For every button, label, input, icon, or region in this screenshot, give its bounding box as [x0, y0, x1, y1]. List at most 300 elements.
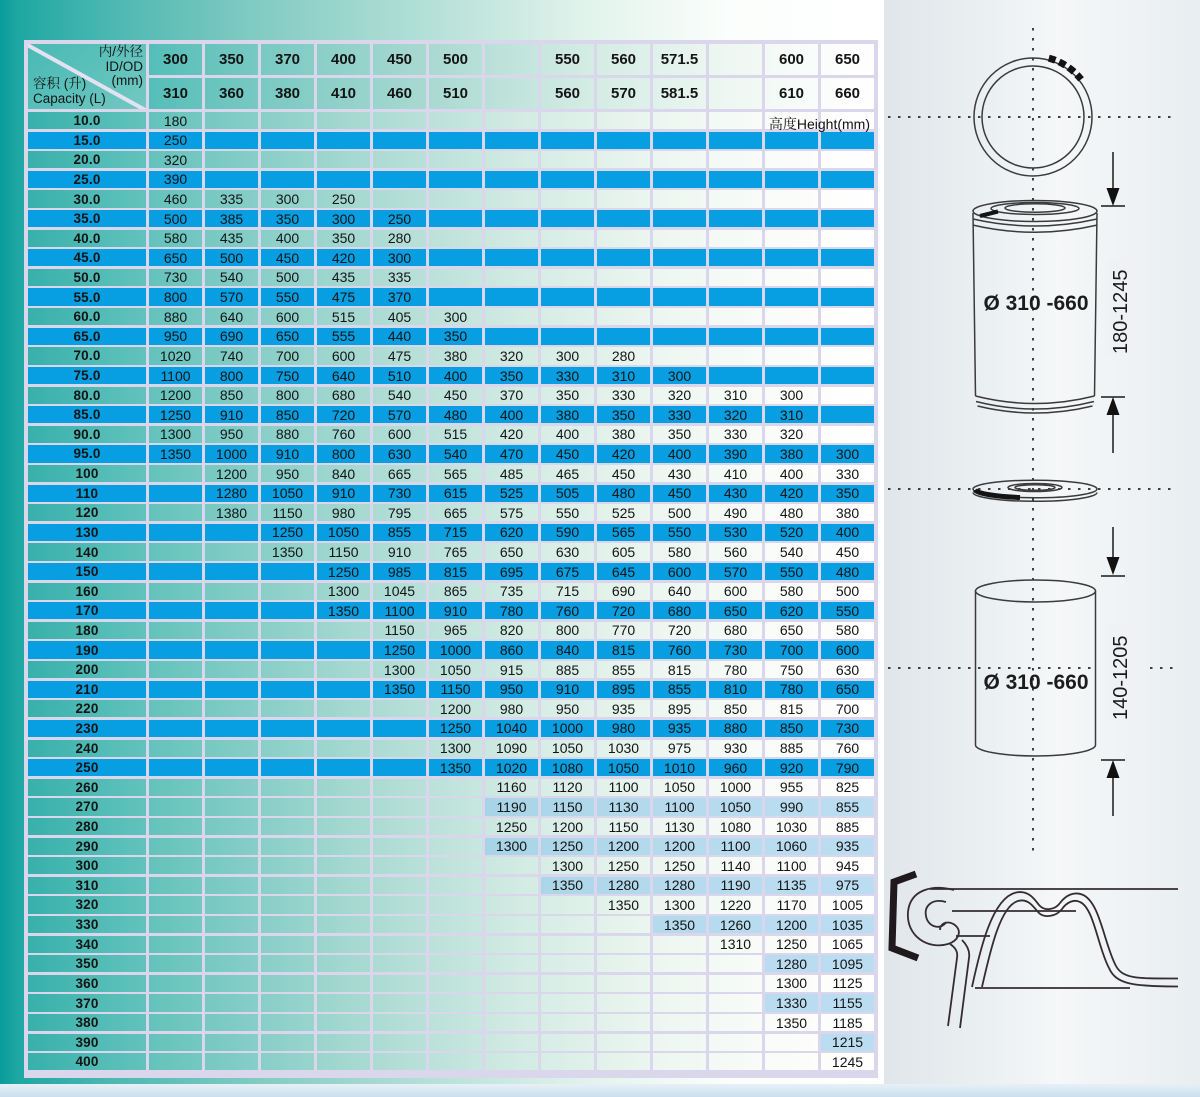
height-cell: 1100	[709, 838, 765, 855]
arrow-down-icon	[1107, 188, 1120, 206]
height-cell: 400	[261, 230, 317, 247]
height-cell	[653, 1053, 709, 1070]
col-header-id	[485, 44, 541, 75]
height-cell: 1185	[832, 1014, 863, 1031]
height-cell: 250	[317, 190, 373, 207]
height-cell: 1250	[317, 563, 373, 580]
table-row	[28, 857, 874, 874]
table-row	[28, 955, 874, 972]
height-cell: 950	[541, 700, 597, 717]
height-cell: 490	[709, 504, 765, 521]
height-cell: 550	[835, 602, 860, 619]
height-cell: 850	[709, 700, 765, 717]
height-cell: 1350	[541, 877, 597, 894]
height-cell	[485, 190, 541, 207]
height-cell	[205, 740, 261, 757]
height-cell: 550	[541, 504, 597, 521]
height-cell: 435	[317, 269, 373, 286]
height-cell	[821, 288, 874, 305]
height-cell: 855	[653, 681, 709, 698]
height-cell: 1050	[597, 759, 653, 776]
col-header-od: 380	[261, 78, 317, 109]
height-cell	[205, 975, 261, 992]
height-cell: 1300	[373, 661, 429, 678]
height-cell	[429, 288, 485, 305]
height-cell	[429, 818, 485, 835]
height-cell: 450	[541, 445, 597, 462]
height-cell	[765, 249, 821, 266]
height-cell	[541, 955, 597, 972]
height-cell: 935	[597, 700, 653, 717]
axis-dotted-lines	[888, 28, 1178, 856]
height-cell: 400	[541, 426, 597, 443]
height-cell: 735	[485, 583, 541, 600]
height-cell: 1000	[709, 779, 765, 796]
height-cell	[653, 190, 709, 207]
height-cell: 400	[429, 367, 485, 384]
height-cell: 540	[765, 543, 821, 560]
height-cell	[653, 249, 709, 266]
height-cell: 1250	[485, 818, 541, 835]
height-cell	[541, 210, 597, 227]
height-cell: 540	[429, 445, 485, 462]
capacity-cell: 10.0	[28, 112, 149, 129]
height-cell	[149, 504, 205, 521]
height-unit-note: 高度Height(mm)	[768, 116, 870, 132]
height-cell: 1350	[317, 602, 373, 619]
height-cell	[317, 936, 373, 953]
height-cell: 400	[485, 406, 541, 423]
height-cell	[709, 269, 765, 286]
height-cell	[149, 543, 205, 560]
height-cell: 600	[317, 347, 373, 364]
height-cell	[821, 190, 874, 207]
col-header-id: 450	[373, 44, 429, 75]
height-cell	[597, 151, 653, 168]
height-cell: 1280	[653, 877, 709, 894]
height-cell	[373, 916, 429, 933]
height-cell: 320	[149, 151, 205, 168]
height-cell	[821, 269, 874, 286]
height-cell: 1200	[205, 465, 261, 482]
height-cell	[653, 1014, 709, 1031]
height-cell	[709, 210, 765, 227]
height-cell	[261, 779, 317, 796]
height-cell: 650	[261, 328, 317, 345]
height-cell: 500	[261, 269, 317, 286]
height-cell	[149, 622, 205, 639]
height-cell: 1100	[765, 857, 821, 874]
height-cell	[149, 465, 205, 482]
height-cell: 450	[653, 485, 709, 502]
height-cell	[653, 1034, 709, 1051]
height-cell: 945	[835, 857, 860, 874]
height-cell	[821, 230, 874, 247]
height-cell: 1250	[429, 720, 485, 737]
height-cell: 730	[149, 269, 205, 286]
height-cell	[485, 1034, 541, 1051]
height-cell: 1050	[261, 485, 317, 502]
height-cell: 910	[317, 485, 373, 502]
height-cell: 380	[835, 504, 860, 521]
height-cell	[653, 230, 709, 247]
height-cell: 350	[653, 426, 709, 443]
height-cell	[485, 994, 541, 1011]
height-cell	[653, 269, 709, 286]
height-cell: 400	[765, 465, 821, 482]
height-cell: 250	[149, 132, 205, 149]
height-cell	[765, 269, 821, 286]
height-cell: 300	[653, 367, 709, 384]
height-cell: 880	[149, 308, 205, 325]
height-cell: 640	[317, 367, 373, 384]
table-row	[28, 994, 874, 1011]
height-cell	[205, 877, 261, 894]
height-cell	[765, 328, 821, 345]
height-cell	[653, 151, 709, 168]
height-cell	[597, 916, 653, 933]
height-cell	[709, 230, 765, 247]
height-cell	[597, 190, 653, 207]
height-cell	[541, 994, 597, 1011]
height-cell: 590	[541, 524, 597, 541]
height-cell: 440	[373, 328, 429, 345]
height-cell	[205, 818, 261, 835]
height-cell	[317, 877, 373, 894]
table-row	[28, 975, 874, 992]
height-cell	[205, 602, 261, 619]
height-cell: 1350	[765, 1014, 821, 1031]
height-cell	[485, 916, 541, 933]
height-cell	[373, 700, 429, 717]
height-cell	[261, 877, 317, 894]
height-cell: 855	[821, 798, 874, 815]
height-cell	[653, 112, 709, 129]
height-cell: 645	[597, 563, 653, 580]
height-cell: 1200	[149, 387, 205, 404]
spec-table	[24, 40, 878, 1078]
height-cell: 1250	[597, 857, 653, 874]
height-cell: 1005	[831, 896, 864, 913]
col-header-od	[709, 78, 765, 109]
height-cell: 350	[597, 406, 653, 423]
height-cell: 1000	[541, 720, 597, 737]
height-cell: 800	[149, 288, 205, 305]
height-cell	[765, 367, 821, 384]
height-cell: 1190	[709, 877, 765, 894]
height-cell: 300	[261, 190, 317, 207]
height-cell: 1035	[821, 916, 874, 933]
height-cell	[373, 1053, 429, 1070]
height-cell	[485, 1053, 541, 1070]
height-cell: 765	[429, 543, 485, 560]
table-row	[28, 190, 874, 207]
height-cell	[317, 1053, 373, 1070]
table-row	[28, 210, 874, 227]
height-cell	[373, 132, 429, 149]
corner-mm: (mm)	[111, 73, 143, 89]
height-cell	[429, 151, 485, 168]
height-cell: 1350	[597, 896, 653, 913]
height-cell: 500	[149, 210, 205, 227]
height-cell: 690	[205, 328, 261, 345]
height-cell: 760	[653, 641, 709, 658]
height-cell: 865	[429, 583, 485, 600]
table-row	[28, 132, 874, 149]
height-cell	[149, 1034, 205, 1051]
height-cell: 525	[597, 504, 653, 521]
height-cell: 485	[485, 465, 541, 482]
height-cell	[597, 171, 653, 188]
height-cell: 910	[261, 445, 317, 462]
height-cell: 1150	[541, 798, 597, 815]
height-cell	[765, 347, 821, 364]
height-cell: 300	[541, 347, 597, 364]
height-cell: 1250	[765, 936, 821, 953]
table-body	[28, 112, 874, 1070]
height-cell	[541, 112, 597, 129]
height-cell	[205, 543, 261, 560]
table-row	[28, 740, 874, 757]
height-cell	[261, 1014, 317, 1031]
height-cell: 1330	[765, 994, 821, 1011]
height-cell: 850	[205, 387, 261, 404]
height-cell: 715	[541, 583, 597, 600]
height-cell	[373, 857, 429, 874]
height-cell	[541, 288, 597, 305]
height-cell: 320	[485, 347, 541, 364]
height-cell	[149, 779, 205, 796]
table-row	[28, 818, 874, 835]
height-cell: 1300	[149, 426, 205, 443]
height-cell: 895	[653, 700, 709, 717]
col-header-id: 350	[205, 44, 261, 75]
height-cell	[597, 1053, 653, 1070]
height-cell: 300	[317, 210, 373, 227]
height-cell: 1030	[765, 818, 821, 835]
height-cell	[373, 759, 429, 776]
height-cell	[597, 112, 653, 129]
height-cell: 895	[597, 681, 653, 698]
height-cell: 505	[541, 485, 597, 502]
height-cell: 320	[709, 406, 765, 423]
height-cell	[765, 151, 821, 168]
corner-cell	[28, 44, 146, 109]
table-row	[28, 269, 874, 286]
height-cell: 400	[835, 524, 860, 541]
height-cell: 720	[653, 622, 709, 639]
height-cell	[205, 896, 261, 913]
height-cell	[821, 308, 874, 325]
height-cell	[821, 249, 874, 266]
height-cell: 815	[597, 641, 653, 658]
height-cell: 475	[373, 347, 429, 364]
height-cell	[765, 190, 821, 207]
height-cell: 1100	[653, 798, 709, 815]
col-header-od	[485, 78, 541, 109]
table-row	[28, 779, 874, 796]
capacity-cell: 400	[28, 1053, 149, 1070]
height-cell: 335	[205, 190, 261, 207]
height-cell	[317, 994, 373, 1011]
height-cell: 280	[373, 230, 429, 247]
height-cell	[149, 563, 205, 580]
col-header-od: 660	[834, 85, 861, 102]
liner-drawing	[976, 580, 1096, 756]
col-header-od: 570	[597, 78, 653, 109]
height-cell	[541, 269, 597, 286]
height-cell	[205, 838, 261, 855]
height-cell: 580	[653, 543, 709, 560]
height-cell	[149, 994, 205, 1011]
height-cell	[429, 994, 485, 1011]
corner-cn: 内/外径	[98, 44, 143, 59]
height-cell	[261, 661, 317, 678]
height-cell	[541, 916, 597, 933]
height-cell	[205, 955, 261, 972]
height-cell	[709, 1014, 765, 1031]
height-cell: 1020	[149, 347, 205, 364]
height-cell: 470	[485, 445, 541, 462]
height-cell: 620	[485, 524, 541, 541]
height-cell	[373, 190, 429, 207]
height-cell: 620	[765, 602, 821, 619]
table-row	[28, 524, 874, 541]
height-cell	[597, 308, 653, 325]
height-cell: 1310	[709, 936, 765, 953]
header-row-outer-diameter	[149, 78, 874, 109]
arrow-up-icon	[1107, 397, 1120, 415]
height-cell	[821, 406, 874, 423]
height-cell	[149, 975, 205, 992]
height-cell: 450	[597, 465, 653, 482]
height-cell: 1200	[541, 818, 597, 835]
height-cell: 1300	[653, 896, 709, 913]
height-cell	[261, 681, 317, 698]
height-cell: 840	[317, 465, 373, 482]
table-row	[28, 720, 874, 737]
table-row	[28, 1053, 874, 1070]
height-cell: 500	[653, 504, 709, 521]
height-cell	[485, 857, 541, 874]
height-cell: 480	[597, 485, 653, 502]
height-cell: 565	[597, 524, 653, 541]
capacity-cell: 85.0	[28, 406, 149, 423]
height-cell	[429, 210, 485, 227]
height-cell	[709, 347, 765, 364]
height-cell	[261, 583, 317, 600]
height-cell	[261, 1034, 317, 1051]
height-cell: 1130	[597, 798, 653, 815]
height-cell: 600	[835, 642, 860, 659]
height-cell	[317, 798, 373, 815]
height-cell: 1150	[373, 622, 429, 639]
height-cell	[765, 171, 821, 188]
height-cell: 405	[373, 308, 429, 325]
height-cell	[317, 759, 373, 776]
height-cell: 910	[541, 681, 597, 698]
height-cell: 955	[765, 779, 821, 796]
height-cell	[373, 720, 429, 737]
height-cell: 1350	[149, 445, 205, 462]
table-row	[28, 543, 874, 560]
height-cell: 615	[429, 485, 485, 502]
height-cell	[149, 936, 205, 953]
col-header-id: 550	[541, 44, 597, 75]
height-cell	[205, 759, 261, 776]
height-cell: 1150	[597, 818, 653, 835]
height-cell: 860	[485, 641, 541, 658]
height-cell	[373, 818, 429, 835]
height-cell: 480	[429, 406, 485, 423]
height-cell: 980	[597, 720, 653, 737]
height-cell	[653, 936, 709, 953]
height-cell	[373, 838, 429, 855]
height-cell	[429, 1053, 485, 1070]
capacity-cell: 55.0	[28, 288, 149, 305]
height-cell: 950	[149, 328, 205, 345]
height-cell: 675	[541, 563, 597, 580]
capacity-cell: 380	[28, 1014, 149, 1031]
height-cell: 760	[541, 602, 597, 619]
height-cell: 815	[765, 700, 821, 717]
height-cell	[149, 583, 205, 600]
height-cell	[429, 798, 485, 815]
capacity-cell: 75.0	[28, 367, 149, 384]
height-cell	[709, 328, 765, 345]
height-cell: 420	[317, 249, 373, 266]
height-cell: 320	[765, 426, 821, 443]
height-cell: 990	[765, 798, 821, 815]
height-cell	[429, 190, 485, 207]
height-cell: 915	[485, 661, 541, 678]
table-row	[28, 700, 874, 717]
height-cell: 780	[765, 681, 821, 698]
table-row	[28, 877, 874, 894]
height-cell: 525	[485, 485, 541, 502]
height-cell	[373, 1034, 429, 1051]
height-cell	[653, 132, 709, 149]
height-cell	[205, 857, 261, 874]
height-cell: 385	[205, 210, 261, 227]
table-row	[28, 583, 874, 600]
height-cell: 910	[429, 602, 485, 619]
height-cell	[709, 171, 765, 188]
height-cell	[149, 602, 205, 619]
height-cell: 380	[765, 445, 821, 462]
height-cell: 910	[205, 406, 261, 423]
table-row	[28, 230, 874, 247]
capacity-cell: 65.0	[28, 328, 149, 345]
height-cell: 680	[317, 387, 373, 404]
height-cell	[485, 1014, 541, 1031]
height-cell: 1350	[373, 681, 429, 698]
lid-drawing	[973, 480, 1097, 501]
height-cell	[485, 877, 541, 894]
height-cell	[149, 700, 205, 717]
col-header-od: 560	[541, 78, 597, 109]
table-header	[28, 44, 874, 109]
height-cell: 1350	[429, 759, 485, 776]
capacity-cell: 310	[28, 877, 149, 894]
capacity-cell: 360	[28, 975, 149, 992]
height-cell: 560	[709, 543, 765, 560]
height-cell: 780	[709, 661, 765, 678]
height-cell	[317, 975, 373, 992]
height-cell: 330	[541, 367, 597, 384]
height-cell: 800	[317, 445, 373, 462]
col-header-od: 460	[373, 78, 429, 109]
